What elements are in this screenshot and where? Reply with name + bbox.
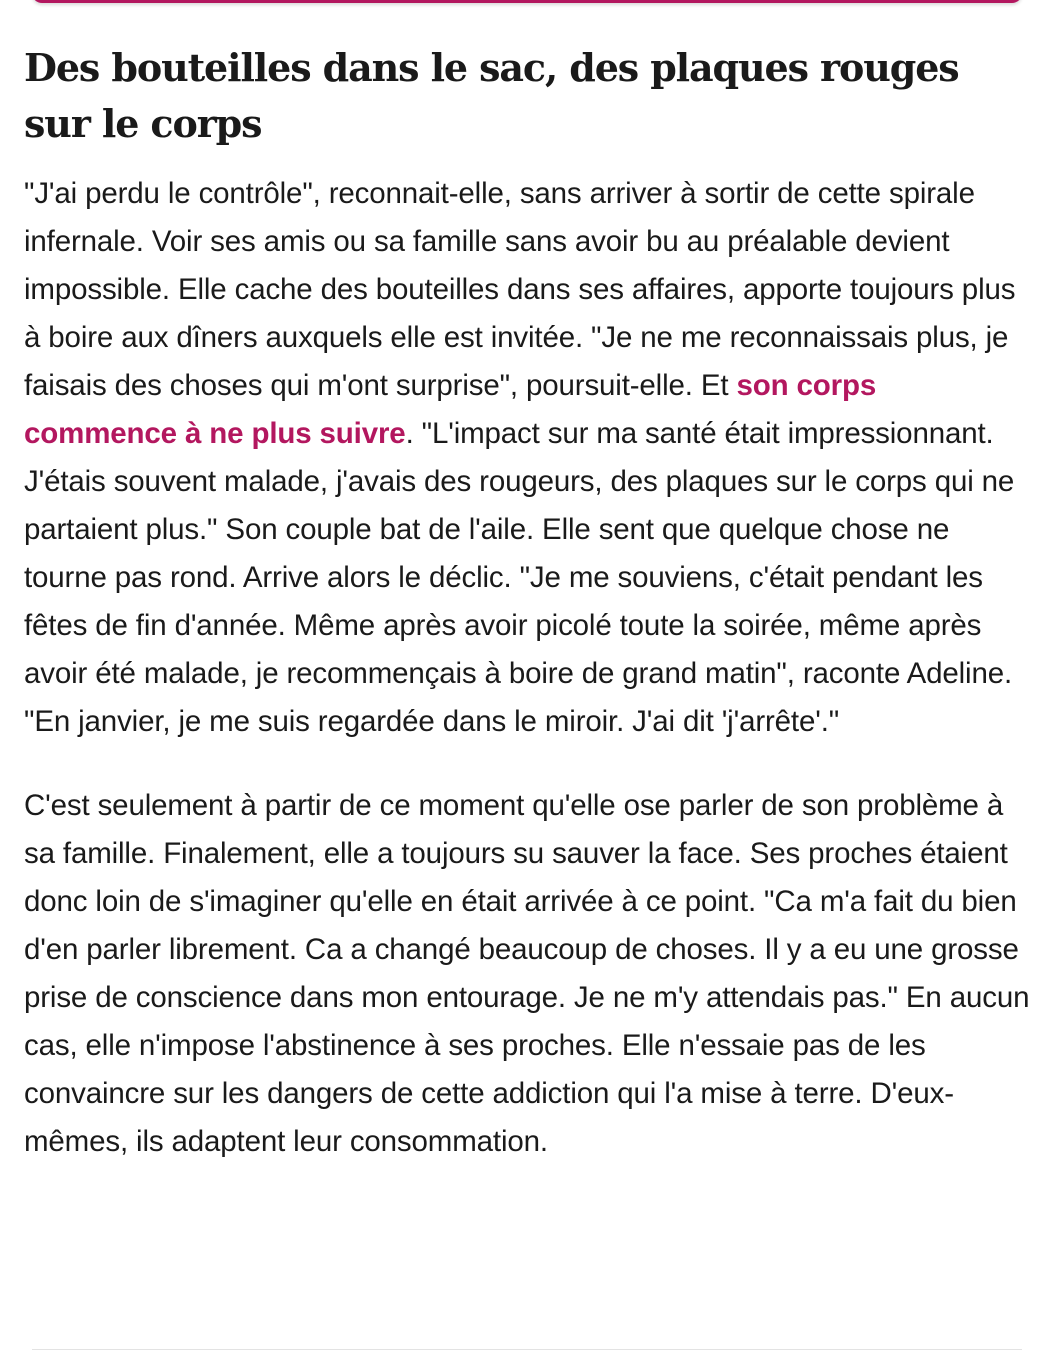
article-body xyxy=(24,40,1034,1166)
paragraph-1-text-end: . "L'impact sur ma santé était impressionnant. J'étais souvent malade, j'avais des rougeurs, des plaques sur le corps qui ne partaient plus." Son couple bat de l'aile. Elle sent que quelque chose ne tourne pas rond. Arrive alors le déclic. "Je me souviens, c'était pendant les fêtes de fin d'année. Même après avoir picolé toute la soirée, même après avoir été malade, je recommençais à boire de grand matin", raconte Adeline. "En janvier, je me suis regardée dans le miroir. J'ai dit 'j'arrête'." xyxy=(24,417,1015,738)
section-title: Des bouteilles dans le sac, des plaques rouges sur le corps xyxy=(24,45,959,146)
paragraph-2: C'est seulement à partir de ce moment qu'elle ose parler de son problème à sa famille. Finalement, elle a toujours su sauver la face. Ses proches étaient donc loin de s'imaginer qu'elle en était arrivée à ce point. "Ca m'a fait du bien d'en parler librement. Ca a changé beaucoup de choses. Il y a eu une grosse prise de conscience dans mon entourage. Je ne m'y attendais pas." En aucun cas, elle n'impose l'abstinence à ses proches. Elle n'essaie pas de les convaincre sur les dangers de cette addiction qui l'a mise à terre. D'eux-mêmes, ils adaptent leur consommation. xyxy=(24,789,1030,1158)
previous-block-border xyxy=(32,0,1022,3)
paragraph-1-text-start: "J'ai perdu le contrôle", reconnait-elle, sans arriver à sortir de cette spirale infernale. Voir ses amis ou sa famille sans avoir bu au préalable devient impossible. Elle cache des bouteilles dans ses affaires, apporte toujours plus à boire aux dîners auxquels elle est invitée. "Je ne me reconnaissais plus, je faisais des choses qui m'ont surprise", poursuit-elle. Et xyxy=(24,177,1016,402)
paragraph-1 xyxy=(24,170,1034,746)
inline-article-link[interactable]: son corps commence à ne plus suivre xyxy=(24,369,877,450)
